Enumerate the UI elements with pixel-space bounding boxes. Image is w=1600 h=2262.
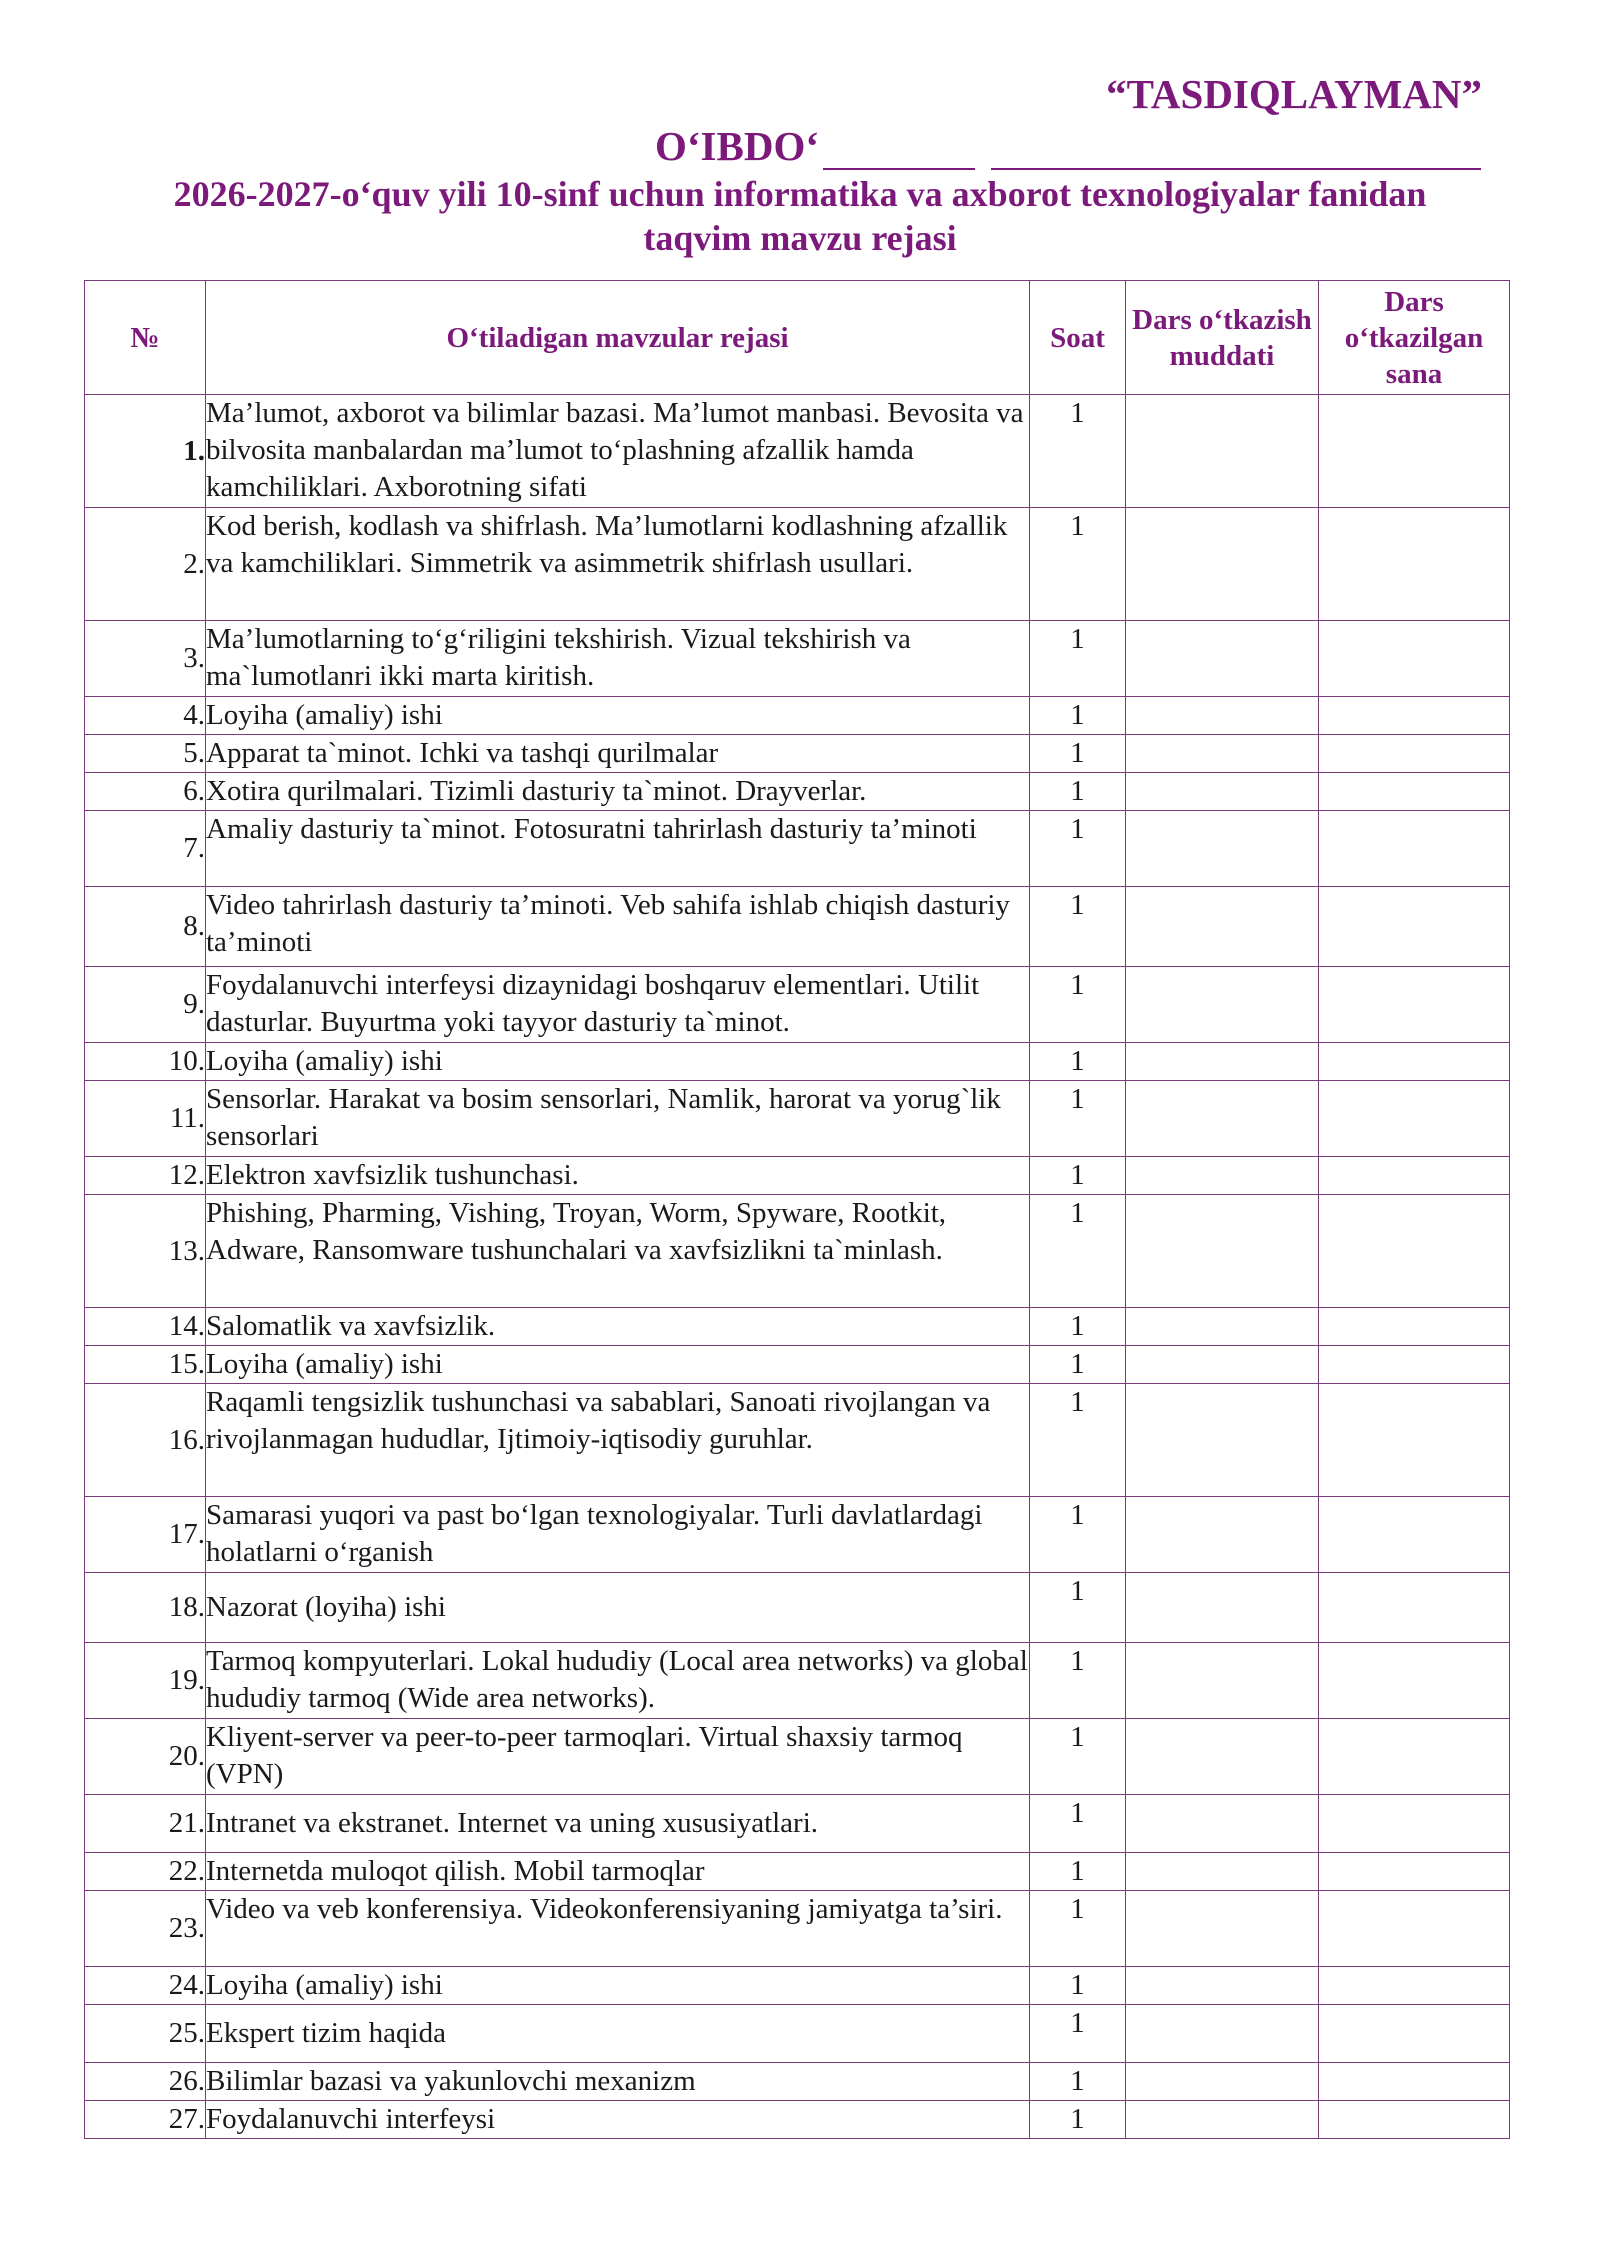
table-row [85, 1346, 1510, 1384]
row-planned-date-cell [1126, 1967, 1319, 2005]
table-row [85, 1719, 1510, 1795]
row-actual-date-cell [1319, 967, 1510, 1043]
row-hours: 1 [1030, 1308, 1126, 1346]
row-topic: Amaliy dasturiy ta`minot. Fotosuratni tahrirlash dasturiy ta’minoti [206, 811, 1030, 887]
row-topic: Video tahrirlash dasturiy ta’minoti. Veb sahifa ishlab chiqish dasturiy ta’minoti [206, 887, 1030, 967]
row-number: 8. [85, 887, 206, 967]
row-actual-date-cell [1319, 1043, 1510, 1081]
row-planned-date-cell [1126, 811, 1319, 887]
row-hours: 1 [1030, 2101, 1126, 2139]
row-number: 13. [85, 1195, 206, 1308]
row-actual-date-cell [1319, 1308, 1510, 1346]
row-hours: 1 [1030, 1853, 1126, 1891]
row-topic: Phishing, Pharming, Vishing, Troyan, Worm, Spyware, Rootkit, Adware, Ransomware tushunchalari va xavfsizlikni ta`minlash. [206, 1195, 1030, 1308]
row-number: 2. [85, 508, 206, 621]
approval-heading: “TASDIQLAYMAN” [1106, 71, 1482, 117]
table-body [85, 395, 1510, 2139]
table-row [85, 2005, 1510, 2063]
row-hours: 1 [1030, 1719, 1126, 1795]
row-planned-date-cell [1126, 967, 1319, 1043]
row-topic: Tarmoq kompyuterlari. Lokal hududiy (Local area networks) va global hududiy tarmoq (Wide area networks). [206, 1643, 1030, 1719]
row-planned-date-cell [1126, 1081, 1319, 1157]
row-hours: 1 [1030, 2063, 1126, 2101]
table-row [85, 1195, 1510, 1308]
row-planned-date-cell [1126, 1346, 1319, 1384]
row-actual-date-cell [1319, 1795, 1510, 1853]
col-header-hours: Soat [1030, 281, 1126, 395]
row-topic: Video va veb konferensiya. Videokonferensiyaning jamiyatga ta’siri. [206, 1891, 1030, 1967]
row-planned-date-cell [1126, 697, 1319, 735]
row-hours: 1 [1030, 1573, 1126, 1643]
row-hours: 1 [1030, 1043, 1126, 1081]
row-hours: 1 [1030, 395, 1126, 508]
row-planned-date-cell [1126, 2063, 1319, 2101]
row-number: 1. [85, 395, 206, 508]
row-actual-date-cell [1319, 887, 1510, 967]
table-row [85, 1891, 1510, 1967]
row-number: 7. [85, 811, 206, 887]
row-actual-date-cell [1319, 2101, 1510, 2139]
table-row [85, 1643, 1510, 1719]
table-row [85, 1081, 1510, 1157]
row-actual-date-cell [1319, 1346, 1510, 1384]
row-actual-date-cell [1319, 1497, 1510, 1573]
row-actual-date-cell [1319, 735, 1510, 773]
row-topic: Loyiha (amaliy) ishi [206, 1967, 1030, 2005]
row-number: 11. [85, 1081, 206, 1157]
row-topic: Apparat ta`minot. Ichki va tashqi qurilmalar [206, 735, 1030, 773]
row-planned-date-cell [1126, 1384, 1319, 1497]
row-number: 15. [85, 1346, 206, 1384]
row-actual-date-cell [1319, 1891, 1510, 1967]
row-topic: Sensorlar. Harakat va bosim sensorlari, Namlik, harorat va yorug`lik sensorlari [206, 1081, 1030, 1157]
col-header-planned: Dars o‘tkazish muddati [1126, 281, 1319, 395]
row-planned-date-cell [1126, 1891, 1319, 1967]
col-header-topic: O‘tiladigan mavzular rejasi [206, 281, 1030, 395]
signature-blank [991, 124, 1481, 170]
row-number: 17. [85, 1497, 206, 1573]
row-number: 24. [85, 1967, 206, 2005]
row-number: 20. [85, 1719, 206, 1795]
row-hours: 1 [1030, 697, 1126, 735]
row-planned-date-cell [1126, 1643, 1319, 1719]
table-row [85, 1573, 1510, 1643]
lesson-plan-table [84, 280, 1510, 2139]
row-number: 18. [85, 1573, 206, 1643]
row-hours: 1 [1030, 1081, 1126, 1157]
row-planned-date-cell [1126, 1573, 1319, 1643]
table-row [85, 1043, 1510, 1081]
row-planned-date-cell [1126, 1497, 1319, 1573]
row-actual-date-cell [1319, 2005, 1510, 2063]
row-number: 3. [85, 621, 206, 697]
table-row [85, 1967, 1510, 2005]
table-row [85, 811, 1510, 887]
row-topic: Nazorat (loyiha) ishi [206, 1573, 1030, 1643]
row-number: 14. [85, 1308, 206, 1346]
row-actual-date-cell [1319, 811, 1510, 887]
row-planned-date-cell [1126, 1157, 1319, 1195]
row-hours: 1 [1030, 1795, 1126, 1853]
row-planned-date-cell [1126, 1195, 1319, 1308]
row-hours: 1 [1030, 887, 1126, 967]
row-actual-date-cell [1319, 697, 1510, 735]
table-header-row [85, 281, 1510, 395]
row-number: 9. [85, 967, 206, 1043]
row-number: 10. [85, 1043, 206, 1081]
row-number: 26. [85, 2063, 206, 2101]
row-actual-date-cell [1319, 395, 1510, 508]
row-hours: 1 [1030, 508, 1126, 621]
row-hours: 1 [1030, 1384, 1126, 1497]
row-hours: 1 [1030, 811, 1126, 887]
row-planned-date-cell [1126, 2005, 1319, 2063]
table-row [85, 1497, 1510, 1573]
table-row [85, 887, 1510, 967]
row-topic: Elektron xavfsizlik tushunchasi. [206, 1157, 1030, 1195]
school-number-blank [823, 124, 975, 170]
row-hours: 1 [1030, 1157, 1126, 1195]
row-actual-date-cell [1319, 2063, 1510, 2101]
table-row [85, 967, 1510, 1043]
row-number: 23. [85, 1891, 206, 1967]
row-number: 27. [85, 2101, 206, 2139]
row-planned-date-cell [1126, 395, 1319, 508]
row-hours: 1 [1030, 1891, 1126, 1967]
row-actual-date-cell [1319, 1573, 1510, 1643]
row-number: 19. [85, 1643, 206, 1719]
table-row [85, 2063, 1510, 2101]
row-topic: Ma’lumot, axborot va bilimlar bazasi. Ma’lumot manbasi. Bevosita va bilvosita manbalardan ma’lumot to‘plashning afzallik hamda kamchiliklari. Axborotning sifati [206, 395, 1030, 508]
row-planned-date-cell [1126, 1719, 1319, 1795]
row-topic: Loyiha (amaliy) ishi [206, 1346, 1030, 1384]
row-hours: 1 [1030, 1497, 1126, 1573]
table-row [85, 1795, 1510, 1853]
row-actual-date-cell [1319, 508, 1510, 621]
row-hours: 1 [1030, 1195, 1126, 1308]
row-actual-date-cell [1319, 1643, 1510, 1719]
row-topic: Ma’lumotlarning to‘g‘riligini tekshirish. Vizual tekshirish va ma`lumotlanri ikki marta kiritish. [206, 621, 1030, 697]
col-header-date: Dars o‘tkazilgan sana [1319, 281, 1510, 395]
row-planned-date-cell [1126, 773, 1319, 811]
row-topic: Kliyent-server va peer-to-peer tarmoqlari. Virtual shaxsiy tarmoq (VPN) [206, 1719, 1030, 1795]
row-hours: 1 [1030, 1346, 1126, 1384]
row-planned-date-cell [1126, 1853, 1319, 1891]
row-number: 16. [85, 1384, 206, 1497]
table-row [85, 2101, 1510, 2139]
row-actual-date-cell [1319, 1195, 1510, 1308]
school-prefix: O‘IBDO‘ [655, 123, 819, 169]
title-line-1: 2026-2027-o‘quv yili 10-sinf uchun informatika va axborot texnologiyalar fanidan [173, 174, 1427, 214]
table-row [85, 1853, 1510, 1891]
row-planned-date-cell [1126, 1043, 1319, 1081]
school-line [655, 122, 1485, 170]
row-planned-date-cell [1126, 1308, 1319, 1346]
row-number: 6. [85, 773, 206, 811]
row-topic: Loyiha (amaliy) ishi [206, 697, 1030, 735]
row-number: 25. [85, 2005, 206, 2063]
row-topic: Internetda muloqot qilish. Mobil tarmoqlar [206, 1853, 1030, 1891]
row-hours: 1 [1030, 1643, 1126, 1719]
row-actual-date-cell [1319, 1157, 1510, 1195]
row-planned-date-cell [1126, 2101, 1319, 2139]
table-row [85, 508, 1510, 621]
row-topic: Foydalanuvchi interfeysi dizaynidagi boshqaruv elementlari. Utilit dasturlar. Buyurtma yoki tayyor dasturiy ta`minot. [206, 967, 1030, 1043]
row-hours: 1 [1030, 735, 1126, 773]
row-topic: Loyiha (amaliy) ishi [206, 1043, 1030, 1081]
row-actual-date-cell [1319, 1081, 1510, 1157]
table-row [85, 773, 1510, 811]
row-actual-date-cell [1319, 1853, 1510, 1891]
row-number: 5. [85, 735, 206, 773]
row-topic: Ekspert tizim haqida [206, 2005, 1030, 2063]
row-topic: Samarasi yuqori va past bo‘lgan texnologiyalar. Turli davlatlardagi holatlarni o‘rganish [206, 1497, 1030, 1573]
row-hours: 1 [1030, 2005, 1126, 2063]
document-title [80, 172, 1520, 260]
row-topic: Salomatlik va xavfsizlik. [206, 1308, 1030, 1346]
row-hours: 1 [1030, 621, 1126, 697]
row-planned-date-cell [1126, 621, 1319, 697]
row-hours: 1 [1030, 1967, 1126, 2005]
table-row [85, 697, 1510, 735]
col-header-number: № [85, 281, 206, 395]
row-actual-date-cell [1319, 773, 1510, 811]
row-actual-date-cell [1319, 1719, 1510, 1795]
table-row [85, 735, 1510, 773]
row-actual-date-cell [1319, 1384, 1510, 1497]
table-row [85, 1308, 1510, 1346]
title-line-2: taqvim mavzu rejasi [643, 218, 957, 258]
row-planned-date-cell [1126, 887, 1319, 967]
table-row [85, 395, 1510, 508]
row-topic: Bilimlar bazasi va yakunlovchi mexanizm [206, 2063, 1030, 2101]
row-actual-date-cell [1319, 621, 1510, 697]
row-topic: Raqamli tengsizlik tushunchasi va sabablari, Sanoati rivojlangan va rivojlanmagan hududlar, Ijtimoiy-iqtisodiy guruhlar. [206, 1384, 1030, 1497]
row-actual-date-cell [1319, 1967, 1510, 2005]
row-number: 4. [85, 697, 206, 735]
table-row [85, 1157, 1510, 1195]
row-number: 22. [85, 1853, 206, 1891]
row-topic: Foydalanuvchi interfeysi [206, 2101, 1030, 2139]
row-planned-date-cell [1126, 508, 1319, 621]
row-hours: 1 [1030, 773, 1126, 811]
row-number: 21. [85, 1795, 206, 1853]
row-number: 12. [85, 1157, 206, 1195]
table-row [85, 1384, 1510, 1497]
row-planned-date-cell [1126, 1795, 1319, 1853]
row-hours: 1 [1030, 967, 1126, 1043]
table-row [85, 621, 1510, 697]
row-topic: Intranet va ekstranet. Internet va uning xususiyatlari. [206, 1795, 1030, 1853]
row-planned-date-cell [1126, 735, 1319, 773]
row-topic: Xotira qurilmalari. Tizimli dasturiy ta`minot. Drayverlar. [206, 773, 1030, 811]
row-topic: Kod berish, kodlash va shifrlash. Ma’lumotlarni kodlashning afzallik va kamchiliklari. Simmetrik va asimmetrik shifrlash usullari. [206, 508, 1030, 621]
